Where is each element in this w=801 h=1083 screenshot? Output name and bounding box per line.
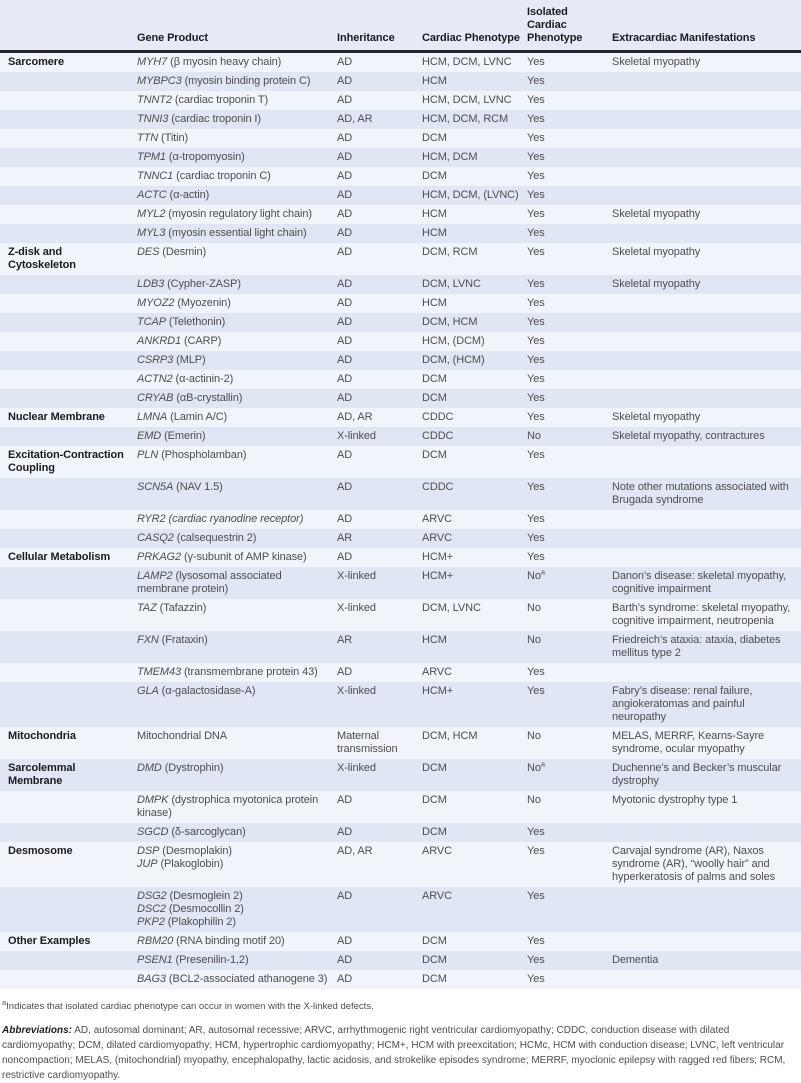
table-row bbox=[0, 446, 801, 478]
extracardiac-cell: Danon’s disease: skeletal myopathy, cognitive impairment bbox=[612, 570, 787, 595]
category-cell bbox=[0, 427, 137, 446]
isolated-phenotype-cell: Yes bbox=[527, 826, 545, 838]
isolated-phenotype-cell: Yes bbox=[527, 481, 545, 493]
gene-product-cell: MYL2 (myosin regulatory light chain) bbox=[137, 208, 312, 220]
extracardiac-cell bbox=[612, 351, 801, 370]
inheritance-cell: X-linked bbox=[337, 762, 376, 774]
inheritance-cell: AD bbox=[337, 826, 353, 838]
gene-product-cell: ACTC (α-actin) bbox=[137, 189, 210, 201]
extracardiac-cell bbox=[612, 186, 801, 205]
cardiac-phenotype-cell: DCM bbox=[422, 392, 447, 404]
inheritance-cell: AD bbox=[337, 56, 353, 68]
inheritance-cell: AD bbox=[337, 316, 353, 328]
cardiac-phenotype-cell: HCM+ bbox=[422, 551, 454, 563]
extracardiac-cell bbox=[612, 294, 801, 313]
table-row bbox=[0, 478, 801, 510]
table-row bbox=[0, 186, 801, 205]
category-cell bbox=[0, 631, 137, 663]
extracardiac-cell bbox=[612, 510, 801, 529]
table-header bbox=[0, 0, 801, 52]
category-cell: Z-disk and Cytoskeleton bbox=[8, 246, 76, 271]
table-row bbox=[0, 932, 801, 951]
footnote-marker: a bbox=[2, 997, 7, 1007]
table-row bbox=[0, 663, 801, 682]
extracardiac-cell: Barth’s syndrome: skeletal myopathy, cognitive impairment, neutropenia bbox=[612, 602, 791, 627]
inheritance-cell: AD bbox=[337, 208, 353, 220]
inheritance-cell: X-linked bbox=[337, 685, 376, 697]
table-row bbox=[0, 548, 801, 567]
cardiac-phenotype-cell: HCM, DCM, (LVNC) bbox=[422, 189, 519, 201]
gene-product-cell: EMD (Emerin) bbox=[137, 430, 206, 442]
isolated-phenotype-cell: Yes bbox=[527, 354, 545, 366]
cardiac-phenotype-cell: HCM+ bbox=[422, 570, 454, 582]
table-row bbox=[0, 823, 801, 842]
gene-product-cell: TNNI3 (cardiac troponin I) bbox=[137, 113, 261, 125]
gene-product-cell: TNNC1 (cardiac troponin C) bbox=[137, 170, 271, 182]
category-cell bbox=[0, 529, 137, 548]
extracardiac-cell bbox=[612, 663, 801, 682]
gene-product-cell: CRYAB (αB-crystallin) bbox=[137, 392, 243, 404]
table-row bbox=[0, 631, 801, 663]
category-cell bbox=[0, 970, 137, 989]
gene-product-cell: CASQ2 (calsequestrin 2) bbox=[137, 532, 257, 544]
table-row bbox=[0, 205, 801, 224]
inheritance-cell: AD bbox=[337, 935, 353, 947]
inheritance-cell: X-linked bbox=[337, 430, 376, 442]
table-row bbox=[0, 52, 801, 73]
inheritance-cell: AD bbox=[337, 189, 353, 201]
category-cell bbox=[0, 186, 137, 205]
isolated-phenotype-cell: Yes bbox=[527, 75, 545, 87]
cardiac-phenotype-cell: DCM bbox=[422, 170, 447, 182]
category-cell bbox=[0, 389, 137, 408]
isolated-phenotype-cell: Yes bbox=[527, 189, 545, 201]
isolated-phenotype-cell: Yes bbox=[527, 532, 545, 544]
category-cell: Sarcomere bbox=[8, 56, 64, 68]
isolated-phenotype-cell: Yes bbox=[527, 551, 545, 563]
extracardiac-cell bbox=[612, 446, 801, 478]
gene-product-cell: TNNT2 (cardiac troponin T) bbox=[137, 94, 269, 106]
isolated-phenotype-cell: Yes bbox=[527, 278, 545, 290]
extracardiac-cell: Skeletal myopathy bbox=[612, 411, 701, 423]
gene-product-cell: DMD (Dystrophin) bbox=[137, 762, 224, 774]
isolated-phenotype-cell: Yes bbox=[527, 335, 545, 347]
header-isolated-cardiac-phenotype: Isolated Cardiac Phenotype bbox=[527, 0, 612, 52]
inheritance-cell: AD bbox=[337, 132, 353, 144]
header-cardiac-phenotype: Cardiac Phenotype bbox=[422, 0, 527, 52]
isolated-phenotype-cell: No$^a$ bbox=[527, 567, 545, 582]
isolated-phenotype-cell: Yes bbox=[527, 845, 545, 857]
cardiac-phenotype-cell: CDDC bbox=[422, 430, 454, 442]
gene-product-cell: DSG2 (Desmoglein 2) DSC2 (Desmocollin 2) PKP2 (Plakophilin 2) bbox=[137, 890, 244, 928]
table-row bbox=[0, 72, 801, 91]
cardiac-phenotype-cell: HCM bbox=[422, 634, 447, 646]
category-cell bbox=[0, 148, 137, 167]
isolated-phenotype-cell: Yes bbox=[527, 449, 545, 461]
table-row bbox=[0, 129, 801, 148]
isolated-phenotype-cell: Yes bbox=[527, 208, 545, 220]
cardiac-phenotype-cell: ARVC bbox=[422, 666, 452, 678]
isolated-phenotype-cell: Yes bbox=[527, 170, 545, 182]
table-row bbox=[0, 970, 801, 989]
extracardiac-cell: Skeletal myopathy bbox=[612, 246, 701, 258]
isolated-phenotype-cell: Yes bbox=[527, 373, 545, 385]
isolated-phenotype-cell: Yes bbox=[527, 685, 545, 697]
extracardiac-cell bbox=[612, 529, 801, 548]
extracardiac-cell bbox=[612, 110, 801, 129]
extracardiac-cell: MELAS, MERRF, Kearns-Sayre syndrome, ocular myopathy bbox=[612, 730, 765, 755]
gene-product-cell: MYL3 (myosin essential light chain) bbox=[137, 227, 307, 239]
gene-product-cell: TAZ (Tafazzin) bbox=[137, 602, 207, 614]
gene-product-cell: SCN5A (NAV 1.5) bbox=[137, 481, 223, 493]
inheritance-cell: X-linked bbox=[337, 570, 376, 582]
inheritance-cell: AD bbox=[337, 246, 353, 258]
gene-product-cell: TCAP (Telethonin) bbox=[137, 316, 226, 328]
category-cell bbox=[0, 370, 137, 389]
category-cell: Cellular Metabolism bbox=[8, 551, 111, 563]
cardiac-phenotype-cell: DCM bbox=[422, 826, 447, 838]
inheritance-cell: AD bbox=[337, 227, 353, 239]
isolated-phenotype-cell: Yes bbox=[527, 132, 545, 144]
table-row bbox=[0, 313, 801, 332]
gene-product-cell: BAG3 (BCL2-associated athanogene 3) bbox=[137, 973, 328, 985]
inheritance-cell: AD, AR bbox=[337, 113, 373, 125]
gene-product-cell: PSEN1 (Presenilin-1,2) bbox=[137, 954, 249, 966]
category-cell bbox=[0, 275, 137, 294]
header-category bbox=[0, 0, 137, 52]
isolated-phenotype-cell: No bbox=[527, 730, 541, 742]
category-cell: Excitation-Contraction Coupling bbox=[8, 449, 124, 474]
extracardiac-cell bbox=[612, 167, 801, 186]
header-inheritance: Inheritance bbox=[337, 0, 422, 52]
cardiac-phenotype-cell: HCM bbox=[422, 227, 447, 239]
inheritance-cell: AD bbox=[337, 151, 353, 163]
isolated-phenotype-cell: Yes bbox=[527, 954, 545, 966]
inheritance-cell: Maternal transmission bbox=[337, 730, 398, 755]
category-cell bbox=[0, 91, 137, 110]
extracardiac-cell bbox=[612, 148, 801, 167]
inheritance-cell: AD bbox=[337, 794, 353, 806]
inheritance-cell: AD bbox=[337, 297, 353, 309]
cardiac-phenotype-cell: DCM bbox=[422, 373, 447, 385]
table-row bbox=[0, 110, 801, 129]
gene-product-cell: Mitochondrial DNA bbox=[137, 730, 228, 742]
table-row bbox=[0, 167, 801, 186]
abbreviations-note bbox=[2, 1023, 791, 1083]
gene-product-cell: TPM1 (α-tropomyosin) bbox=[137, 151, 245, 163]
category-cell bbox=[0, 951, 137, 970]
header-gene-product: Gene Product bbox=[137, 0, 337, 52]
extracardiac-cell bbox=[612, 389, 801, 408]
extracardiac-cell bbox=[612, 129, 801, 148]
table-row bbox=[0, 427, 801, 446]
extracardiac-cell bbox=[612, 370, 801, 389]
cardiac-phenotype-cell: HCM bbox=[422, 208, 447, 220]
table-row bbox=[0, 275, 801, 294]
table-row bbox=[0, 370, 801, 389]
extracardiac-cell: Skeletal myopathy bbox=[612, 278, 701, 290]
inheritance-cell: AD bbox=[337, 170, 353, 182]
cardiac-phenotype-cell: DCM, LVNC bbox=[422, 602, 481, 614]
cardiac-phenotype-cell: HCM, DCM, RCM bbox=[422, 113, 509, 125]
inheritance-cell: AD bbox=[337, 373, 353, 385]
category-cell bbox=[0, 510, 137, 529]
inheritance-cell: AD bbox=[337, 973, 353, 985]
gene-product-cell: DES (Desmin) bbox=[137, 246, 207, 258]
isolated-phenotype-cell: Yes bbox=[527, 411, 545, 423]
cardiac-phenotype-cell: DCM, HCM bbox=[422, 316, 478, 328]
cardiac-phenotype-cell: HCM, DCM, LVNC bbox=[422, 94, 512, 106]
footnote-text: Indicates that isolated cardiac phenotype can occur in women with the X-linked defects. bbox=[6, 1001, 374, 1012]
inheritance-cell: AD bbox=[337, 666, 353, 678]
cardiac-phenotype-cell: DCM, HCM bbox=[422, 730, 478, 742]
category-cell bbox=[0, 682, 137, 727]
table-row bbox=[0, 91, 801, 110]
inheritance-cell: AD bbox=[337, 335, 353, 347]
cardiac-phenotype-cell: DCM bbox=[422, 449, 447, 461]
category-cell bbox=[0, 313, 137, 332]
category-cell: Desmosome bbox=[8, 845, 73, 857]
extracardiac-cell: Duchenne’s and Becker’s muscular dystrophy bbox=[612, 762, 782, 787]
extracardiac-cell: Note other mutations associated with Brugada syndrome bbox=[612, 481, 789, 506]
gene-product-cell: LDB3 (Cypher-ZASP) bbox=[137, 278, 241, 290]
table-row bbox=[0, 510, 801, 529]
category-cell bbox=[0, 294, 137, 313]
gene-product-cell: DSP (Desmoplakin) JUP (Plakoglobin) bbox=[137, 845, 232, 870]
inheritance-cell: AD bbox=[337, 449, 353, 461]
extracardiac-cell: Dementia bbox=[612, 954, 659, 966]
category-cell bbox=[0, 72, 137, 91]
category-cell: Mitochondria bbox=[8, 730, 76, 742]
inheritance-cell: AD bbox=[337, 278, 353, 290]
extracardiac-cell bbox=[612, 91, 801, 110]
isolated-phenotype-cell: Yes bbox=[527, 890, 545, 902]
category-cell bbox=[0, 129, 137, 148]
category-cell bbox=[0, 567, 137, 599]
table-body bbox=[0, 52, 801, 990]
extracardiac-cell bbox=[612, 332, 801, 351]
category-cell bbox=[0, 478, 137, 510]
isolated-phenotype-cell: Yes bbox=[527, 94, 545, 106]
gene-product-cell: FXN (Frataxin) bbox=[137, 634, 208, 646]
cardiac-phenotype-cell: HCM bbox=[422, 75, 447, 87]
cardiac-phenotype-cell: HCM, (DCM) bbox=[422, 335, 485, 347]
extracardiac-cell: Myotonic dystrophy type 1 bbox=[612, 794, 738, 806]
table-row bbox=[0, 791, 801, 823]
category-cell bbox=[0, 205, 137, 224]
cardiac-phenotype-cell: DCM, LVNC bbox=[422, 278, 481, 290]
isolated-phenotype-cell: No bbox=[527, 602, 541, 614]
extracardiac-cell: Skeletal myopathy, contractures bbox=[612, 430, 765, 442]
inheritance-cell: X-linked bbox=[337, 602, 376, 614]
isolated-phenotype-cell: No bbox=[527, 794, 541, 806]
table-row bbox=[0, 842, 801, 887]
table-row bbox=[0, 727, 801, 759]
abbreviations-text: AD, autosomal dominant; AR, autosomal recessive; ARVC, arrhythmogenic right ventricular cardiomyopathy; CDDC, conduction disease with dilated cardiomyopathy; DCM, dilated cardiomyopathy; HCM, hypertrophic cardiomyopathy; HCM+, HCM with preexcitation; HCMc, HCM with conduction disease; LVNC, left ventricular noncompaction; MELAS, (mitochondrial) myopathy, encephalopathy, lactic acidosis, and strokelike episodes syndrome; MERRF, myoclonic epilepsy with ragged red fibers; RCM, restrictive cardiomyopathy. bbox=[2, 1025, 786, 1081]
gene-product-cell: MYOZ2 (Myozenin) bbox=[137, 297, 231, 309]
table-row bbox=[0, 759, 801, 791]
extracardiac-cell bbox=[612, 932, 801, 951]
isolated-phenotype-cell: No bbox=[527, 430, 541, 442]
extracardiac-cell: Fabry’s disease: renal failure, angiokeratomas and painful neuropathy bbox=[612, 685, 753, 723]
gene-product-cell: MYH7 (β myosin heavy chain) bbox=[137, 56, 282, 68]
gene-product-cell: PLN (Phospholamban) bbox=[137, 449, 247, 461]
cardiac-phenotype-cell: CDDC bbox=[422, 411, 454, 423]
isolated-phenotype-cell: Yes bbox=[527, 973, 545, 985]
category-cell bbox=[0, 332, 137, 351]
cardiac-phenotype-cell: DCM bbox=[422, 762, 447, 774]
gene-product-cell: DMPK (dystrophica myotonica protein kinase) bbox=[137, 794, 319, 819]
category-cell bbox=[0, 110, 137, 129]
isolated-phenotype-cell: No bbox=[527, 634, 541, 646]
isolated-phenotype-cell: Yes bbox=[527, 56, 545, 68]
cardiac-phenotype-cell: DCM, RCM bbox=[422, 246, 478, 258]
inheritance-cell: AD bbox=[337, 551, 353, 563]
isolated-phenotype-cell: No$^a$ bbox=[527, 759, 545, 774]
isolated-phenotype-cell: Yes bbox=[527, 246, 545, 258]
gene-product-cell: RBM20 (RNA binding motif 20) bbox=[137, 935, 285, 947]
cardiac-phenotype-cell: ARVC bbox=[422, 513, 452, 525]
table-row bbox=[0, 224, 801, 243]
category-cell bbox=[0, 791, 137, 823]
cardiac-phenotype-cell: DCM bbox=[422, 132, 447, 144]
gene-product-cell: ANKRD1 (CARP) bbox=[137, 335, 222, 347]
isolated-phenotype-cell: Yes bbox=[527, 392, 545, 404]
category-cell: Sarcolemmal Membrane bbox=[8, 762, 76, 787]
category-cell bbox=[0, 887, 137, 932]
table-row bbox=[0, 599, 801, 631]
category-cell: Other Examples bbox=[8, 935, 91, 947]
inheritance-cell: AD bbox=[337, 75, 353, 87]
gene-product-cell: TMEM43 (transmembrane protein 43) bbox=[137, 666, 318, 678]
extracardiac-cell bbox=[612, 313, 801, 332]
table-row bbox=[0, 408, 801, 427]
abbreviations-label: Abbreviations: bbox=[2, 1025, 73, 1036]
inheritance-cell: AD bbox=[337, 354, 353, 366]
extracardiac-cell bbox=[612, 823, 801, 842]
category-cell: Nuclear Membrane bbox=[8, 411, 105, 423]
cardiac-phenotype-cell: HCM bbox=[422, 297, 447, 309]
table-row bbox=[0, 332, 801, 351]
cardiac-phenotype-cell: CDDC bbox=[422, 481, 454, 493]
isolated-phenotype-cell: Yes bbox=[527, 513, 545, 525]
footnote-isolated-phenotype bbox=[2, 997, 791, 1013]
inheritance-cell: AD bbox=[337, 94, 353, 106]
table-row bbox=[0, 351, 801, 370]
inheritance-cell: AD bbox=[337, 392, 353, 404]
table-row bbox=[0, 389, 801, 408]
extracardiac-cell bbox=[612, 224, 801, 243]
extracardiac-cell bbox=[612, 970, 801, 989]
extracardiac-cell: Carvajal syndrome (AR), Naxos syndrome (AR), “woolly hair” and hyperkeratosis of palms and soles bbox=[612, 845, 776, 883]
isolated-phenotype-cell: Yes bbox=[527, 316, 545, 328]
extracardiac-cell bbox=[612, 72, 801, 91]
table-row bbox=[0, 529, 801, 548]
table-row bbox=[0, 148, 801, 167]
inheritance-cell: AD bbox=[337, 890, 353, 902]
isolated-phenotype-cell: Yes bbox=[527, 113, 545, 125]
inheritance-cell: AD, AR bbox=[337, 845, 373, 857]
table-row bbox=[0, 567, 801, 599]
cardiac-phenotype-cell: DCM bbox=[422, 973, 447, 985]
isolated-phenotype-cell: Yes bbox=[527, 935, 545, 947]
cardiac-phenotype-cell: DCM bbox=[422, 794, 447, 806]
category-cell bbox=[0, 823, 137, 842]
category-cell bbox=[0, 167, 137, 186]
gene-product-cell: LAMP2 (lysosomal associated membrane protein) bbox=[137, 570, 282, 595]
cardiac-phenotype-cell: HCM+ bbox=[422, 685, 454, 697]
inheritance-cell: AD, AR bbox=[337, 411, 373, 423]
table-row bbox=[0, 951, 801, 970]
extracardiac-cell bbox=[612, 887, 801, 932]
inheritance-cell: AD bbox=[337, 481, 353, 493]
cardiac-phenotype-cell: HCM, DCM, LVNC bbox=[422, 56, 512, 68]
isolated-phenotype-cell: Yes bbox=[527, 666, 545, 678]
category-cell bbox=[0, 224, 137, 243]
extracardiac-cell bbox=[612, 548, 801, 567]
isolated-phenotype-cell: Yes bbox=[527, 227, 545, 239]
cardiac-phenotype-cell: DCM, (HCM) bbox=[422, 354, 485, 366]
gene-product-cell: TTN (Titin) bbox=[137, 132, 189, 144]
category-cell bbox=[0, 599, 137, 631]
extracardiac-cell: Skeletal myopathy bbox=[612, 56, 701, 68]
inheritance-cell: AR bbox=[337, 532, 353, 544]
gene-product-cell: ACTN2 (α-actinin-2) bbox=[137, 373, 234, 385]
inheritance-cell: AR bbox=[337, 634, 353, 646]
inheritance-cell: AD bbox=[337, 513, 353, 525]
cardiac-phenotype-cell: HCM, DCM bbox=[422, 151, 478, 163]
isolated-phenotype-cell: Yes bbox=[527, 151, 545, 163]
gene-product-cell: GLA (α-galactosidase-A) bbox=[137, 685, 256, 697]
cardiac-phenotype-cell: DCM bbox=[422, 954, 447, 966]
gene-product-cell: MYBPC3 (myosin binding protein C) bbox=[137, 75, 311, 87]
cardiac-phenotype-cell: DCM bbox=[422, 935, 447, 947]
table-row bbox=[0, 243, 801, 275]
inheritance-cell: AD bbox=[337, 954, 353, 966]
gene-product-cell: PRKAG2 (γ-subunit of AMP kinase) bbox=[137, 551, 307, 563]
gene-product-cell: SGCD (δ-sarcoglycan) bbox=[137, 826, 246, 838]
isolated-phenotype-cell: Yes bbox=[527, 297, 545, 309]
table-row bbox=[0, 294, 801, 313]
category-cell bbox=[0, 351, 137, 370]
gene-product-cell: RYR2 (cardiac ryanodine receptor) bbox=[137, 513, 304, 525]
table-row bbox=[0, 887, 801, 932]
gene-product-cell: LMNA (Lamin A/C) bbox=[137, 411, 228, 423]
cardiac-phenotype-cell: ARVC bbox=[422, 890, 452, 902]
category-cell bbox=[0, 663, 137, 682]
cardiac-phenotype-cell: ARVC bbox=[422, 532, 452, 544]
extracardiac-cell: Friedreich’s ataxia: ataxia, diabetes mellitus type 2 bbox=[612, 634, 781, 659]
table-row bbox=[0, 682, 801, 727]
header-extracardiac-manifestations: Extracardiac Manifestations bbox=[612, 0, 801, 52]
cardiac-phenotype-cell: ARVC bbox=[422, 845, 452, 857]
gene-product-cell: CSRP3 (MLP) bbox=[137, 354, 206, 366]
extracardiac-cell: Skeletal myopathy bbox=[612, 208, 701, 220]
